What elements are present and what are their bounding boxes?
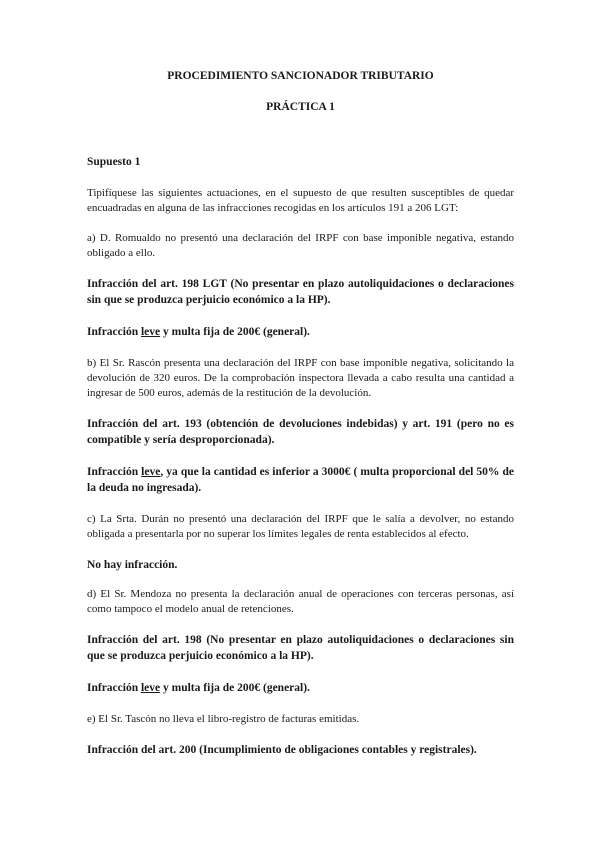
case-b-sanction-severity: leve [141,466,161,478]
document-title: PROCEDIMIENTO SANCIONADOR TRIBUTARIO [167,70,434,82]
case-e-answer: Infracción del art. 200 (Incumplimiento de obligaciones contables y registrales). [87,744,477,756]
case-a-sanction-severity: leve [140,326,161,338]
case-b-answer: Infracción del art. 193 (obtención de devoluciones indebidas) y art. 191 (pero no es compatible y sería desproporcionada). [87,418,514,446]
case-c-text: c) La Srta. Durán no presentó una declaración del IRPF que le salía a devolver, no estando obligada a presentarla por no superar los límites legales de renta establecidos al efecto. [87,513,514,540]
case-a-text: a) D. Romualdo no presentó una declaración del IRPF con base imponible negativa, estando obligado a ello. [87,232,514,259]
case-d-sanction-prefix: Infracción [87,682,141,694]
case-b-sanction-suffix: , ya que la cantidad es inferior a 3000€ ( multa proporcional del 50% de la deuda no ingresada). [87,466,514,494]
case-a-sanction-suffix: y multa fija de 200€ (general). [160,326,310,338]
section-heading: Supuesto 1 [87,156,141,168]
document-subtitle: PRÁCTICA 1 [266,101,335,113]
intro-paragraph: Tipifíquese las siguientes actuaciones, en el supuesto de que resulten susceptibles de quedar encuadradas en alguna de las infracciones recogidas en los artículos 191 a 206 LGT: [87,187,514,214]
case-b-text: b) El Sr. Rascón presenta una declaración del IRPF con base imponible negativa, solicitando la devolución de 320 euros. De la comprobación inspectora llevada a cabo resulta una cantidad a ingresar de 500 euros, además de la restitución de la devolución. [87,357,514,399]
case-d-answer: Infracción del art. 198 (No presentar en plazo autoliquidaciones o declaraciones sin que se produzca perjuicio económico a la HP). [87,634,514,662]
case-b-sanction [87,464,514,496]
case-d-sanction-severity: leve [140,682,161,694]
case-a-answer: Infracción del art. 198 LGT (No presentar en plazo autoliquidaciones o declaraciones sin que se produzca perjuicio económico a la HP). [87,278,514,306]
case-a-sanction [87,324,514,340]
case-a-sanction-prefix: Infracción [87,326,141,338]
case-d-text: d) El Sr. Mendoza no presenta la declaración anual de operaciones con terceras personas, así como tampoco el modelo anual de retenciones. [87,588,514,615]
case-b-sanction-prefix: Infracción [87,466,142,478]
case-d-sanction-suffix: y multa fija de 200€ (general). [160,682,310,694]
case-d-sanction [87,680,514,696]
case-e-text: e) El Sr. Tascón no lleva el libro-registro de facturas emitidas. [87,713,360,725]
case-c-answer: No hay infracción. [87,559,178,571]
